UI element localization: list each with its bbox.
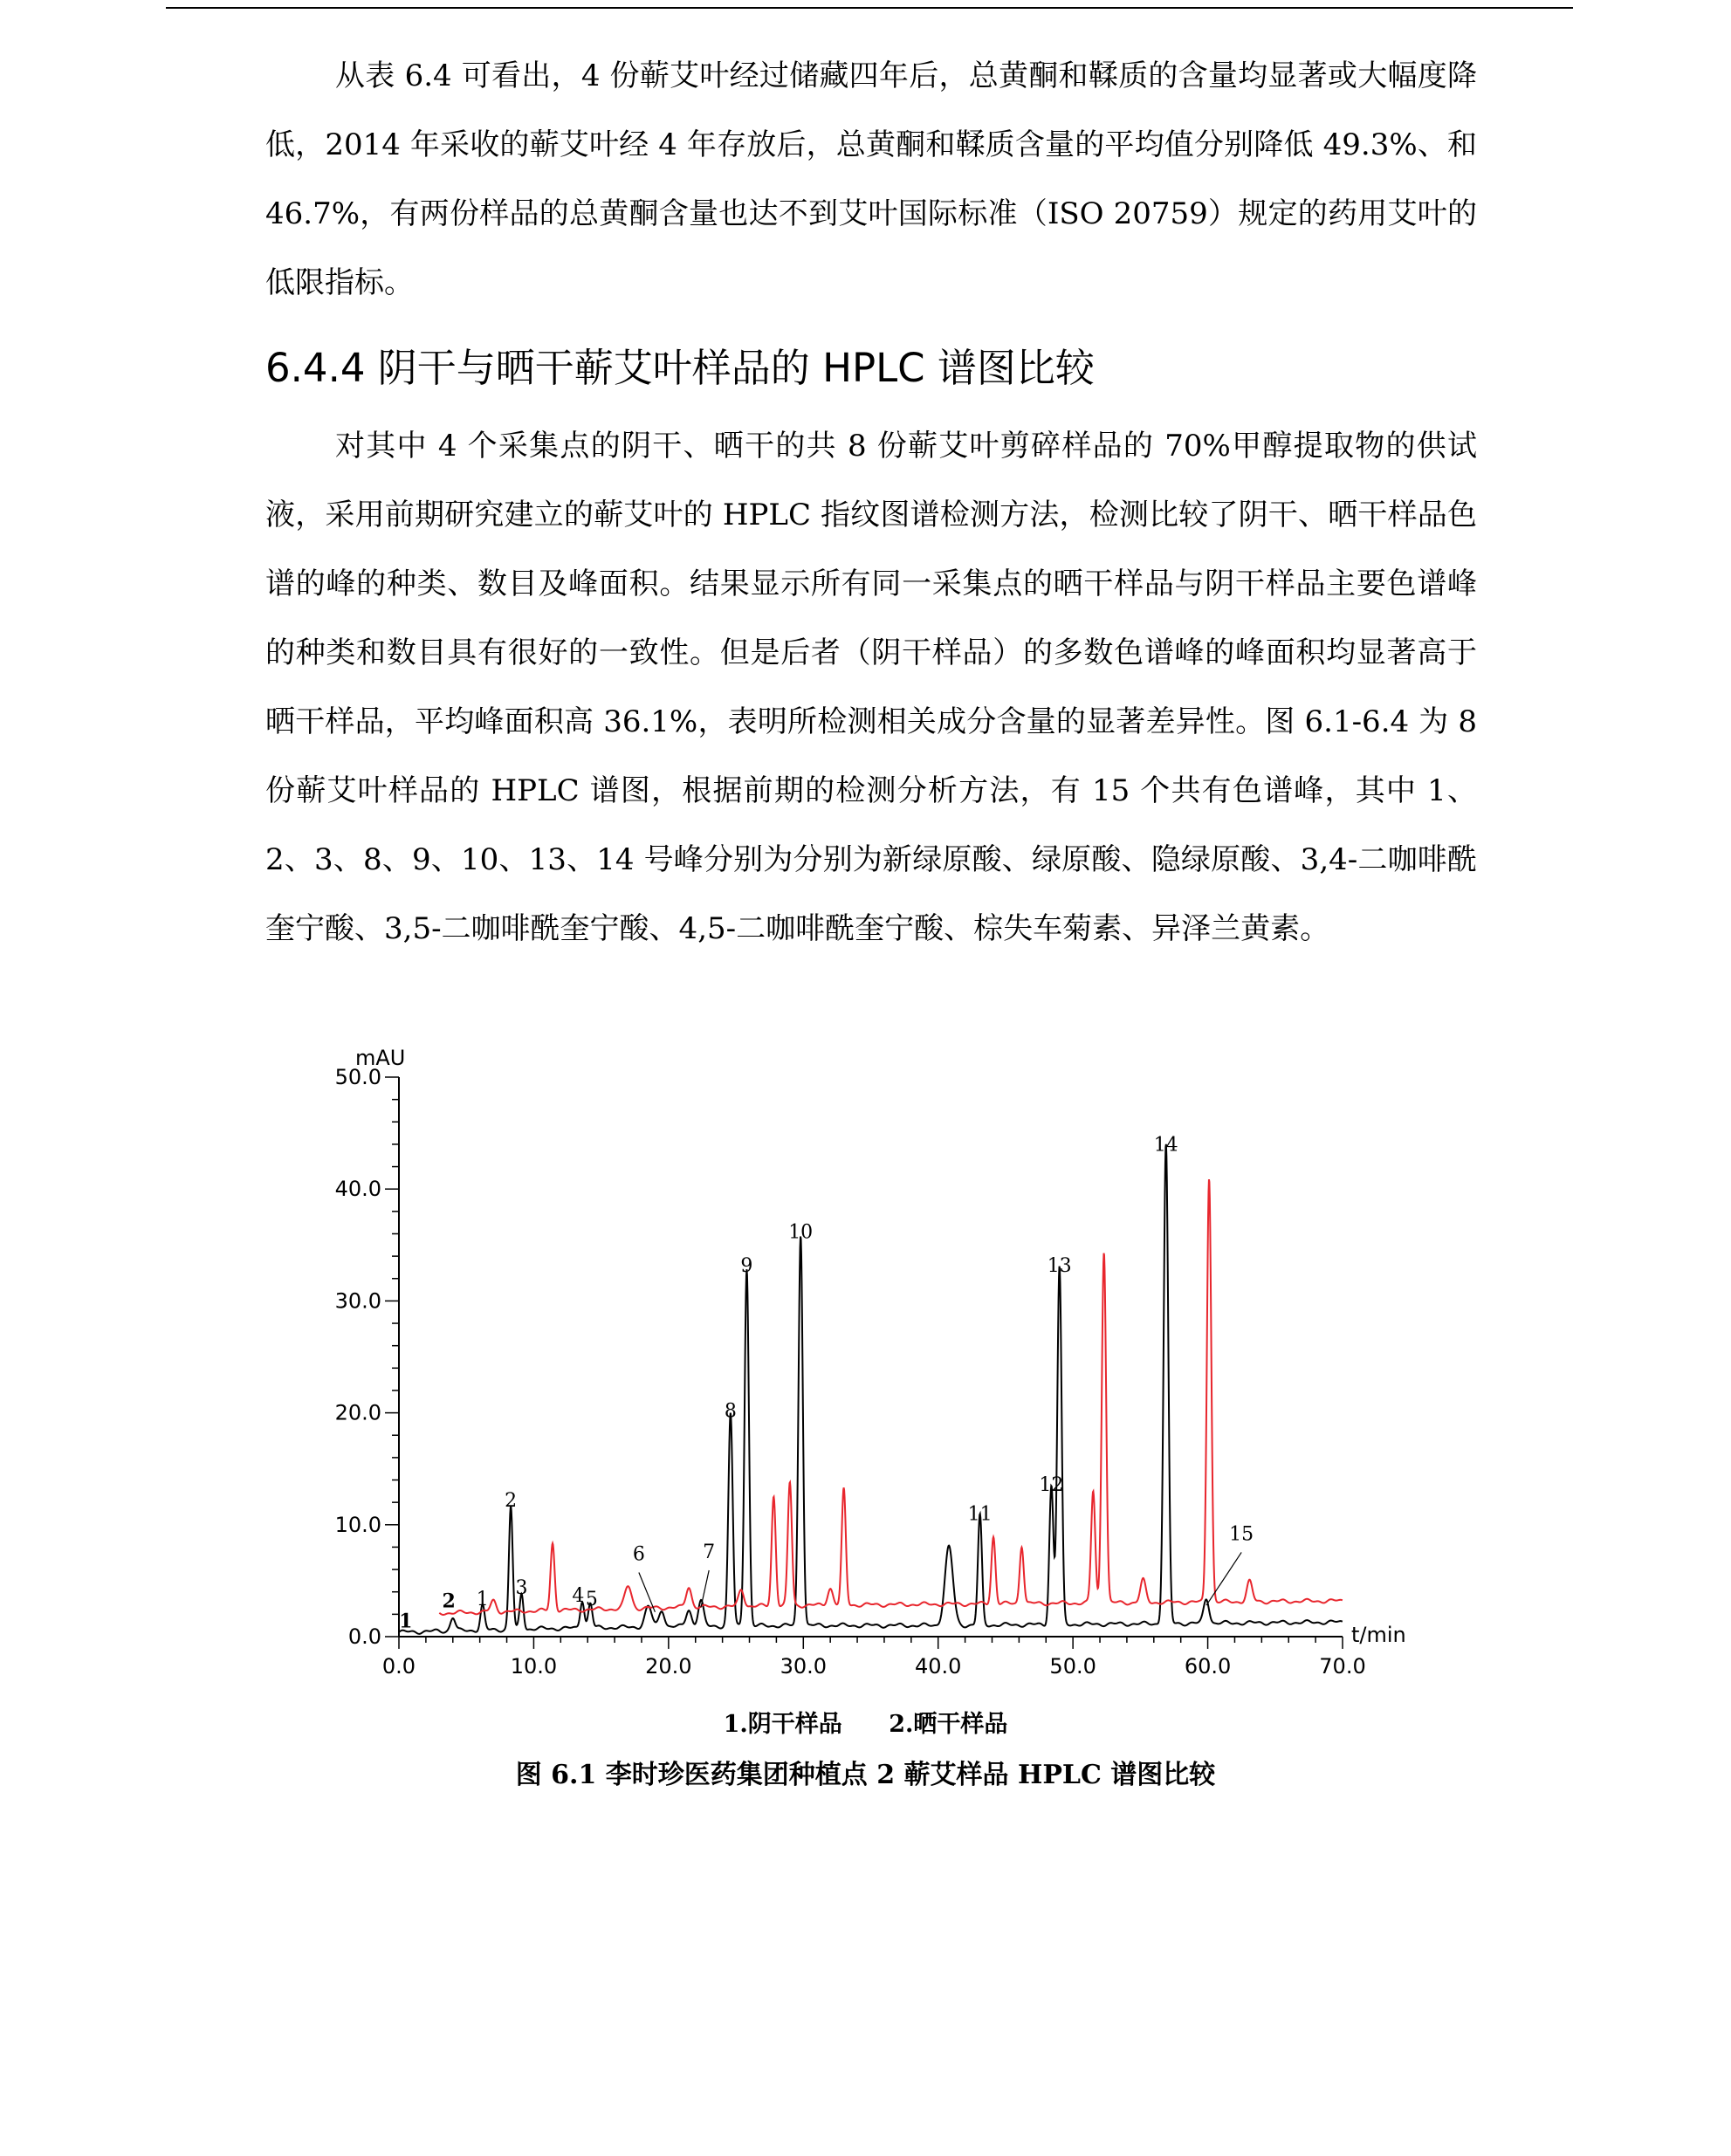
- peak-label: 11: [967, 1503, 993, 1526]
- peak-label: 6: [632, 1543, 645, 1566]
- y-tick-label: 40.0: [334, 1177, 381, 1202]
- y-tick-label: 30.0: [334, 1288, 381, 1314]
- y-tick-label: 0.0: [347, 1624, 381, 1649]
- y-tick-label: 20.0: [334, 1400, 381, 1425]
- peak-leader-line: [701, 1570, 709, 1608]
- peak-label: 10: [788, 1221, 814, 1244]
- peak-label: 9: [740, 1254, 753, 1277]
- section-heading: 6.4.4 阴干与晒干蕲艾叶样品的 HPLC 谱图比较: [265, 345, 1095, 391]
- series-line-1: [399, 1144, 1343, 1634]
- peak-label: 8: [724, 1400, 737, 1423]
- header-rule: [166, 7, 1573, 9]
- x-tick-label: 40.0: [914, 1654, 962, 1679]
- paragraph-storage-results: 从表 6.4 可看出，4 份蕲艾叶经过储藏四年后，总黄酮和鞣质的含量均显著或大幅度降低，2014 年采收的蕲艾叶经 4 年存放后，总黄酮和鞣质含量的平均值分别降低 49.3%、和 46.7%，有两份样品的总黄酮含量也达不到艾叶国际标准（ISO 20759）规定的药用艾叶的低限指标。: [265, 58, 1477, 300]
- y-tick-label: 10.0: [334, 1512, 381, 1537]
- series-label-2: 2: [442, 1590, 456, 1613]
- x-axis-label: t/min: [1351, 1623, 1406, 1647]
- y-axis-label: mAU: [355, 1046, 406, 1070]
- peak-label: 5: [585, 1588, 598, 1610]
- peak-label: 15: [1229, 1523, 1254, 1546]
- x-tick-label: 20.0: [645, 1654, 692, 1679]
- peak-label: 4: [572, 1584, 585, 1607]
- peak-label: 7: [703, 1541, 716, 1563]
- paragraph-hplc-comparison: 对其中 4 个采集点的阴干、晒干的共 8 份蕲艾叶剪碎样品的 70%甲醇提取物的供试液，采用前期研究建立的蕲艾叶的 HPLC 指纹图谱检测方法，检测比较了阴干、晒干样品色谱的峰的种类、数目及峰面积。结果显示所有同一采集点的晒干样品与阴干样品主要色谱峰的种类和数目具有很好的一致性。但是后者（阴干样品）的多数色谱峰的峰面积均显著高于晒干样品，平均峰面积高 36.1%，表明所检测相关成分含量的显著差异性。图 6.1-6.4 为 8 份蕲艾叶样品的 HPLC 谱图，根据前期的检测分析方法，有 15 个共有色谱峰，其中 1、2、3、8、9、10、13、14 号峰分别为分别为新绿原酸、绿原酸、隐绿原酸、3,4-二咖啡酰奎宁酸、3,5-二咖啡酰奎宁酸、4,5-二咖啡酰奎宁酸、棕失车菊素、异泽兰黄素。: [265, 429, 1477, 946]
- peak-label: 13: [1047, 1254, 1072, 1277]
- peak-label: 14: [1153, 1134, 1178, 1157]
- peak-label: 2: [505, 1489, 518, 1512]
- peak-label: 1: [476, 1588, 489, 1610]
- legend-item-sun-dried: 2.晒干样品: [889, 1711, 1008, 1738]
- hplc-chromatogram-figure: [306, 1030, 1449, 1693]
- x-tick-label: 30.0: [780, 1654, 828, 1679]
- peak-leader-line: [1206, 1552, 1241, 1605]
- x-tick-label: 50.0: [1049, 1654, 1096, 1679]
- legend-item-shade-dried: 1.阴干样品: [723, 1711, 842, 1738]
- x-tick-label: 70.0: [1319, 1654, 1366, 1679]
- x-tick-label: 0.0: [381, 1654, 416, 1679]
- x-tick-label: 60.0: [1184, 1654, 1232, 1679]
- peak-label: 12: [1039, 1474, 1064, 1497]
- figure-caption: 图 6.1 李时珍医药集团种植点 2 蕲艾样品 HPLC 谱图比较: [515, 1760, 1216, 1790]
- series-label-1: 1: [399, 1610, 413, 1633]
- page-body: [265, 42, 1477, 964]
- y-tick-label: 50.0: [334, 1065, 381, 1089]
- figure-legend: [0, 1705, 1731, 1739]
- peak-label: 3: [515, 1576, 528, 1599]
- series-line-2: [439, 1179, 1343, 1615]
- hplc-chart: [306, 1030, 1449, 1693]
- x-tick-label: 10.0: [510, 1654, 558, 1679]
